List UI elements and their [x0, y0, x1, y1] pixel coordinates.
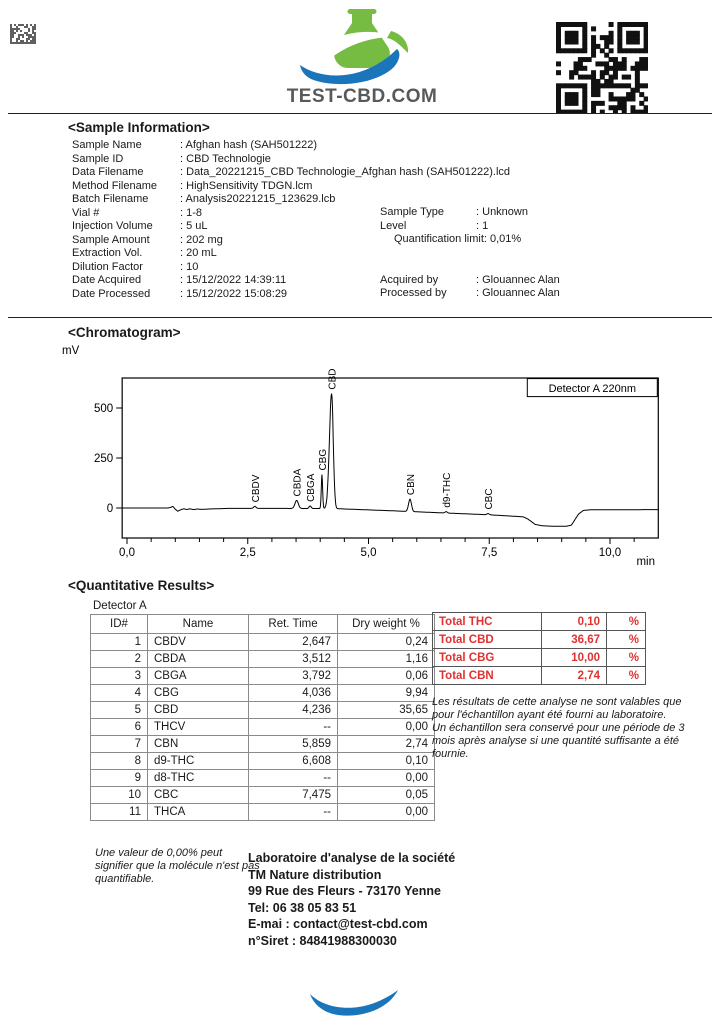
svg-text:CBDA: CBDA	[292, 468, 304, 497]
totals-row	[433, 649, 646, 667]
field-label: Vial #	[72, 206, 100, 219]
field-value: 5 uL	[186, 220, 208, 232]
chromatogram-plot	[0, 340, 720, 570]
svg-text:CBGA: CBGA	[306, 473, 318, 502]
cell-dry-weight: 0,06	[338, 668, 435, 685]
section-divider	[8, 317, 712, 318]
cell-name: THCV	[148, 719, 249, 736]
field-label: Sample ID	[72, 152, 124, 165]
table-row	[91, 804, 435, 821]
detector-label: Detector A	[93, 600, 147, 612]
cell-ret-time: 7,475	[249, 787, 338, 804]
footer-wave-icon	[308, 988, 400, 1016]
field-separator: :	[476, 206, 483, 218]
field-label: Batch Filename	[72, 193, 149, 205]
total-label: Total CBD	[433, 631, 542, 649]
col-ret-time: Ret. Time	[249, 615, 338, 634]
cell-id: 10	[91, 787, 148, 804]
svg-text:5,0: 5,0	[360, 547, 377, 559]
cell-dry-weight: 0,10	[338, 753, 435, 770]
disclaimer-paragraph: Un échantillon sera conservé pour une période de 3 mois après analyse si une quantité suffisante a été fournie.	[432, 722, 685, 760]
cell-dry-weight: 9,94	[338, 685, 435, 702]
svg-text:0,0: 0,0	[119, 547, 135, 559]
total-value: 36,67	[542, 631, 607, 649]
total-unit: %	[607, 613, 646, 631]
field-label: Sample Amount	[72, 233, 150, 246]
table-row	[91, 634, 435, 651]
cell-dry-weight: 0,05	[338, 787, 435, 804]
header-divider	[8, 113, 712, 114]
svg-text:CBN: CBN	[405, 473, 417, 496]
field-value: 15/12/2022 14:39:11	[186, 274, 287, 286]
svg-text:CBG: CBG	[317, 448, 329, 471]
total-label: Total THC	[433, 613, 542, 631]
field-value: 0,01%	[490, 233, 522, 245]
field-label: Injection Volume	[72, 220, 153, 232]
address-line: Tel: 06 38 05 83 51	[248, 900, 357, 915]
cell-id: 5	[91, 702, 148, 719]
cell-name: CBD	[148, 702, 249, 719]
cell-ret-time: 2,647	[249, 634, 338, 651]
test-cbd-logo	[297, 5, 427, 85]
field-label: Data Filename	[72, 166, 144, 178]
table-row	[91, 702, 435, 719]
table-row	[91, 668, 435, 685]
cell-id: 4	[91, 685, 148, 702]
cell-dry-weight: 0,24	[338, 634, 435, 651]
totals-table	[432, 612, 646, 685]
field-label: Level	[380, 219, 407, 232]
disclaimer-paragraph: Les résultats de cette analyse ne sont valables que pour l'échantillon ayant été fourni au laboratoire.	[432, 696, 682, 721]
field-value: Afghan hash (SAH501222)	[185, 139, 317, 151]
svg-text:Detector A 220nm: Detector A 220nm	[548, 383, 637, 395]
total-unit: %	[607, 631, 646, 649]
cell-name: CBDA	[148, 651, 249, 668]
field-separator: :	[180, 287, 187, 300]
table-row	[91, 770, 435, 787]
svg-text:2,5: 2,5	[239, 547, 256, 559]
cell-dry-weight: 0,00	[338, 804, 435, 821]
cell-name: CBG	[148, 685, 249, 702]
svg-text:250: 250	[93, 453, 114, 465]
svg-text:0: 0	[106, 503, 114, 515]
field-separator: :	[180, 193, 186, 205]
table-row	[91, 736, 435, 753]
field-value: 1-8	[186, 206, 203, 219]
field-label: Acquired by	[380, 273, 439, 286]
table-row	[91, 685, 435, 702]
cell-name: d9-THC	[148, 753, 249, 770]
total-label: Total CBG	[433, 649, 542, 667]
field-separator: :	[180, 179, 187, 192]
svg-text:min: min	[636, 556, 655, 568]
field-separator: :	[180, 206, 187, 219]
svg-text:CBDV: CBDV	[250, 474, 262, 503]
field-separator: :	[483, 233, 490, 245]
total-value: 2,74	[542, 667, 607, 685]
table-row	[91, 719, 435, 736]
field-value: 10	[186, 260, 199, 273]
cell-name: CBDV	[148, 634, 249, 651]
total-value: 0,10	[542, 613, 607, 631]
table-row	[91, 753, 435, 770]
field-value: Glouannec Alan	[482, 273, 560, 286]
cell-dry-weight: 0,00	[338, 770, 435, 787]
quantifiable-note: Une valeur de 0,00% peut signifier que la molécule n'est pas quantifiable.	[95, 847, 260, 885]
sample-info-field	[72, 180, 510, 194]
address-line: 99 Rue des Fleurs - 73170 Yenne	[248, 884, 441, 898]
address-line: TM Nature distribution	[248, 867, 382, 882]
field-value: Unknown	[482, 206, 528, 218]
sample-information-title: <Sample Information>	[68, 120, 210, 135]
field-label: Sample Type	[380, 206, 445, 218]
field-value: 1	[482, 219, 489, 232]
field-value: Analysis20221215_123629.lcb	[185, 193, 336, 205]
quantitative-results-title: <Quantitative Results>	[68, 578, 215, 593]
field-value: Glouannec Alan	[482, 287, 560, 299]
field-label: Extraction Vol.	[72, 247, 143, 259]
field-label: Quantification limit	[394, 233, 484, 245]
field-label: Sample Name	[72, 139, 142, 151]
qr-code	[556, 22, 648, 114]
results-header-row	[91, 615, 435, 634]
field-separator: :	[476, 273, 483, 286]
field-label: Processed by	[380, 287, 447, 299]
field-separator: :	[180, 220, 187, 232]
laboratory-address	[248, 850, 455, 949]
col-name: Name	[148, 615, 249, 634]
field-separator: :	[180, 247, 187, 259]
cell-name: CBGA	[148, 668, 249, 685]
cell-id: 1	[91, 634, 148, 651]
totals-row	[433, 613, 646, 631]
cell-ret-time: --	[249, 770, 338, 787]
svg-text:CBD: CBD	[327, 368, 339, 390]
disclaimer-text	[432, 696, 688, 761]
chromatogram-title: <Chromatogram>	[68, 325, 181, 340]
total-label: Total CBN	[433, 667, 542, 685]
field-label: Date Acquired	[72, 274, 142, 286]
cell-id: 7	[91, 736, 148, 753]
svg-text:CBC: CBC	[484, 488, 496, 510]
cell-id: 9	[91, 770, 148, 787]
sample-info-field	[380, 287, 560, 301]
cell-id: 6	[91, 719, 148, 736]
field-separator: :	[180, 166, 187, 178]
field-value: 15/12/2022 15:08:29	[186, 287, 288, 300]
col-dry-weight: Dry weight %	[338, 615, 435, 634]
field-value: Data_20221215_CBD Technologie_Afghan hash (SAH501222).lcd	[186, 166, 511, 178]
total-unit: %	[607, 649, 646, 667]
cell-name: THCA	[148, 804, 249, 821]
field-value: 202 mg	[186, 233, 223, 246]
sample-info-right	[380, 206, 560, 301]
totals-row	[433, 631, 646, 649]
field-separator: :	[180, 260, 187, 273]
total-unit: %	[607, 667, 646, 685]
field-label: Dilution Factor	[72, 260, 143, 273]
brand-text: TEST-CBD.COM	[286, 86, 438, 107]
field-value: HighSensitivity TDGN.lcm	[186, 179, 313, 192]
cell-dry-weight: 35,65	[338, 702, 435, 719]
cell-id: 3	[91, 668, 148, 685]
sample-info-field	[72, 153, 510, 167]
datamatrix-barcode	[10, 24, 36, 44]
cell-id: 8	[91, 753, 148, 770]
sample-info-field	[72, 166, 510, 180]
cell-id: 2	[91, 651, 148, 668]
cell-ret-time: 4,036	[249, 685, 338, 702]
sample-info-field	[72, 139, 510, 153]
svg-text:mV: mV	[62, 345, 80, 357]
cell-name: d8-THC	[148, 770, 249, 787]
cell-dry-weight: 2,74	[338, 736, 435, 753]
field-label: Date Processed	[72, 287, 151, 300]
cell-id: 11	[91, 804, 148, 821]
cell-dry-weight: 1,16	[338, 651, 435, 668]
field-separator: :	[180, 139, 186, 151]
field-separator: :	[180, 233, 187, 246]
table-row	[91, 787, 435, 804]
field-separator: :	[180, 152, 187, 165]
cell-name: CBN	[148, 736, 249, 753]
field-separator: :	[476, 219, 483, 232]
sample-info-field	[380, 233, 560, 247]
address-line: Laboratoire d'analyse de la société	[248, 851, 456, 865]
cell-ret-time: 3,792	[249, 668, 338, 685]
cell-ret-time: --	[249, 719, 338, 736]
sample-info-field	[380, 274, 560, 288]
sample-info-field	[380, 220, 560, 234]
col-id: ID#	[91, 615, 148, 634]
address-line: n°Siret : 84841988300030	[248, 933, 397, 948]
cell-ret-time: 4,236	[249, 702, 338, 719]
svg-text:500: 500	[93, 403, 114, 415]
field-separator: :	[476, 287, 483, 299]
cell-ret-time: 5,859	[249, 736, 338, 753]
sample-info-field	[380, 247, 560, 274]
results-table	[90, 614, 435, 821]
sample-info-field	[72, 193, 510, 207]
cell-name: CBC	[148, 787, 249, 804]
cell-ret-time: 3,512	[249, 651, 338, 668]
cell-ret-time: 6,608	[249, 753, 338, 770]
svg-text:d9-THC: d9-THC	[442, 472, 454, 508]
field-separator: :	[180, 274, 187, 286]
svg-text:7,5: 7,5	[481, 547, 498, 559]
table-row	[91, 651, 435, 668]
field-value: CBD Technologie	[186, 152, 271, 165]
totals-row	[433, 667, 646, 685]
field-value: 20 mL	[186, 247, 217, 259]
cell-ret-time: --	[249, 804, 338, 821]
total-value: 10,00	[542, 649, 607, 667]
address-line: E-mai : contact@test-cbd.com	[248, 917, 428, 931]
svg-text:10,0: 10,0	[598, 547, 622, 559]
field-label: Method Filename	[72, 179, 157, 192]
sample-info-field	[380, 206, 560, 220]
cell-dry-weight: 0,00	[338, 719, 435, 736]
